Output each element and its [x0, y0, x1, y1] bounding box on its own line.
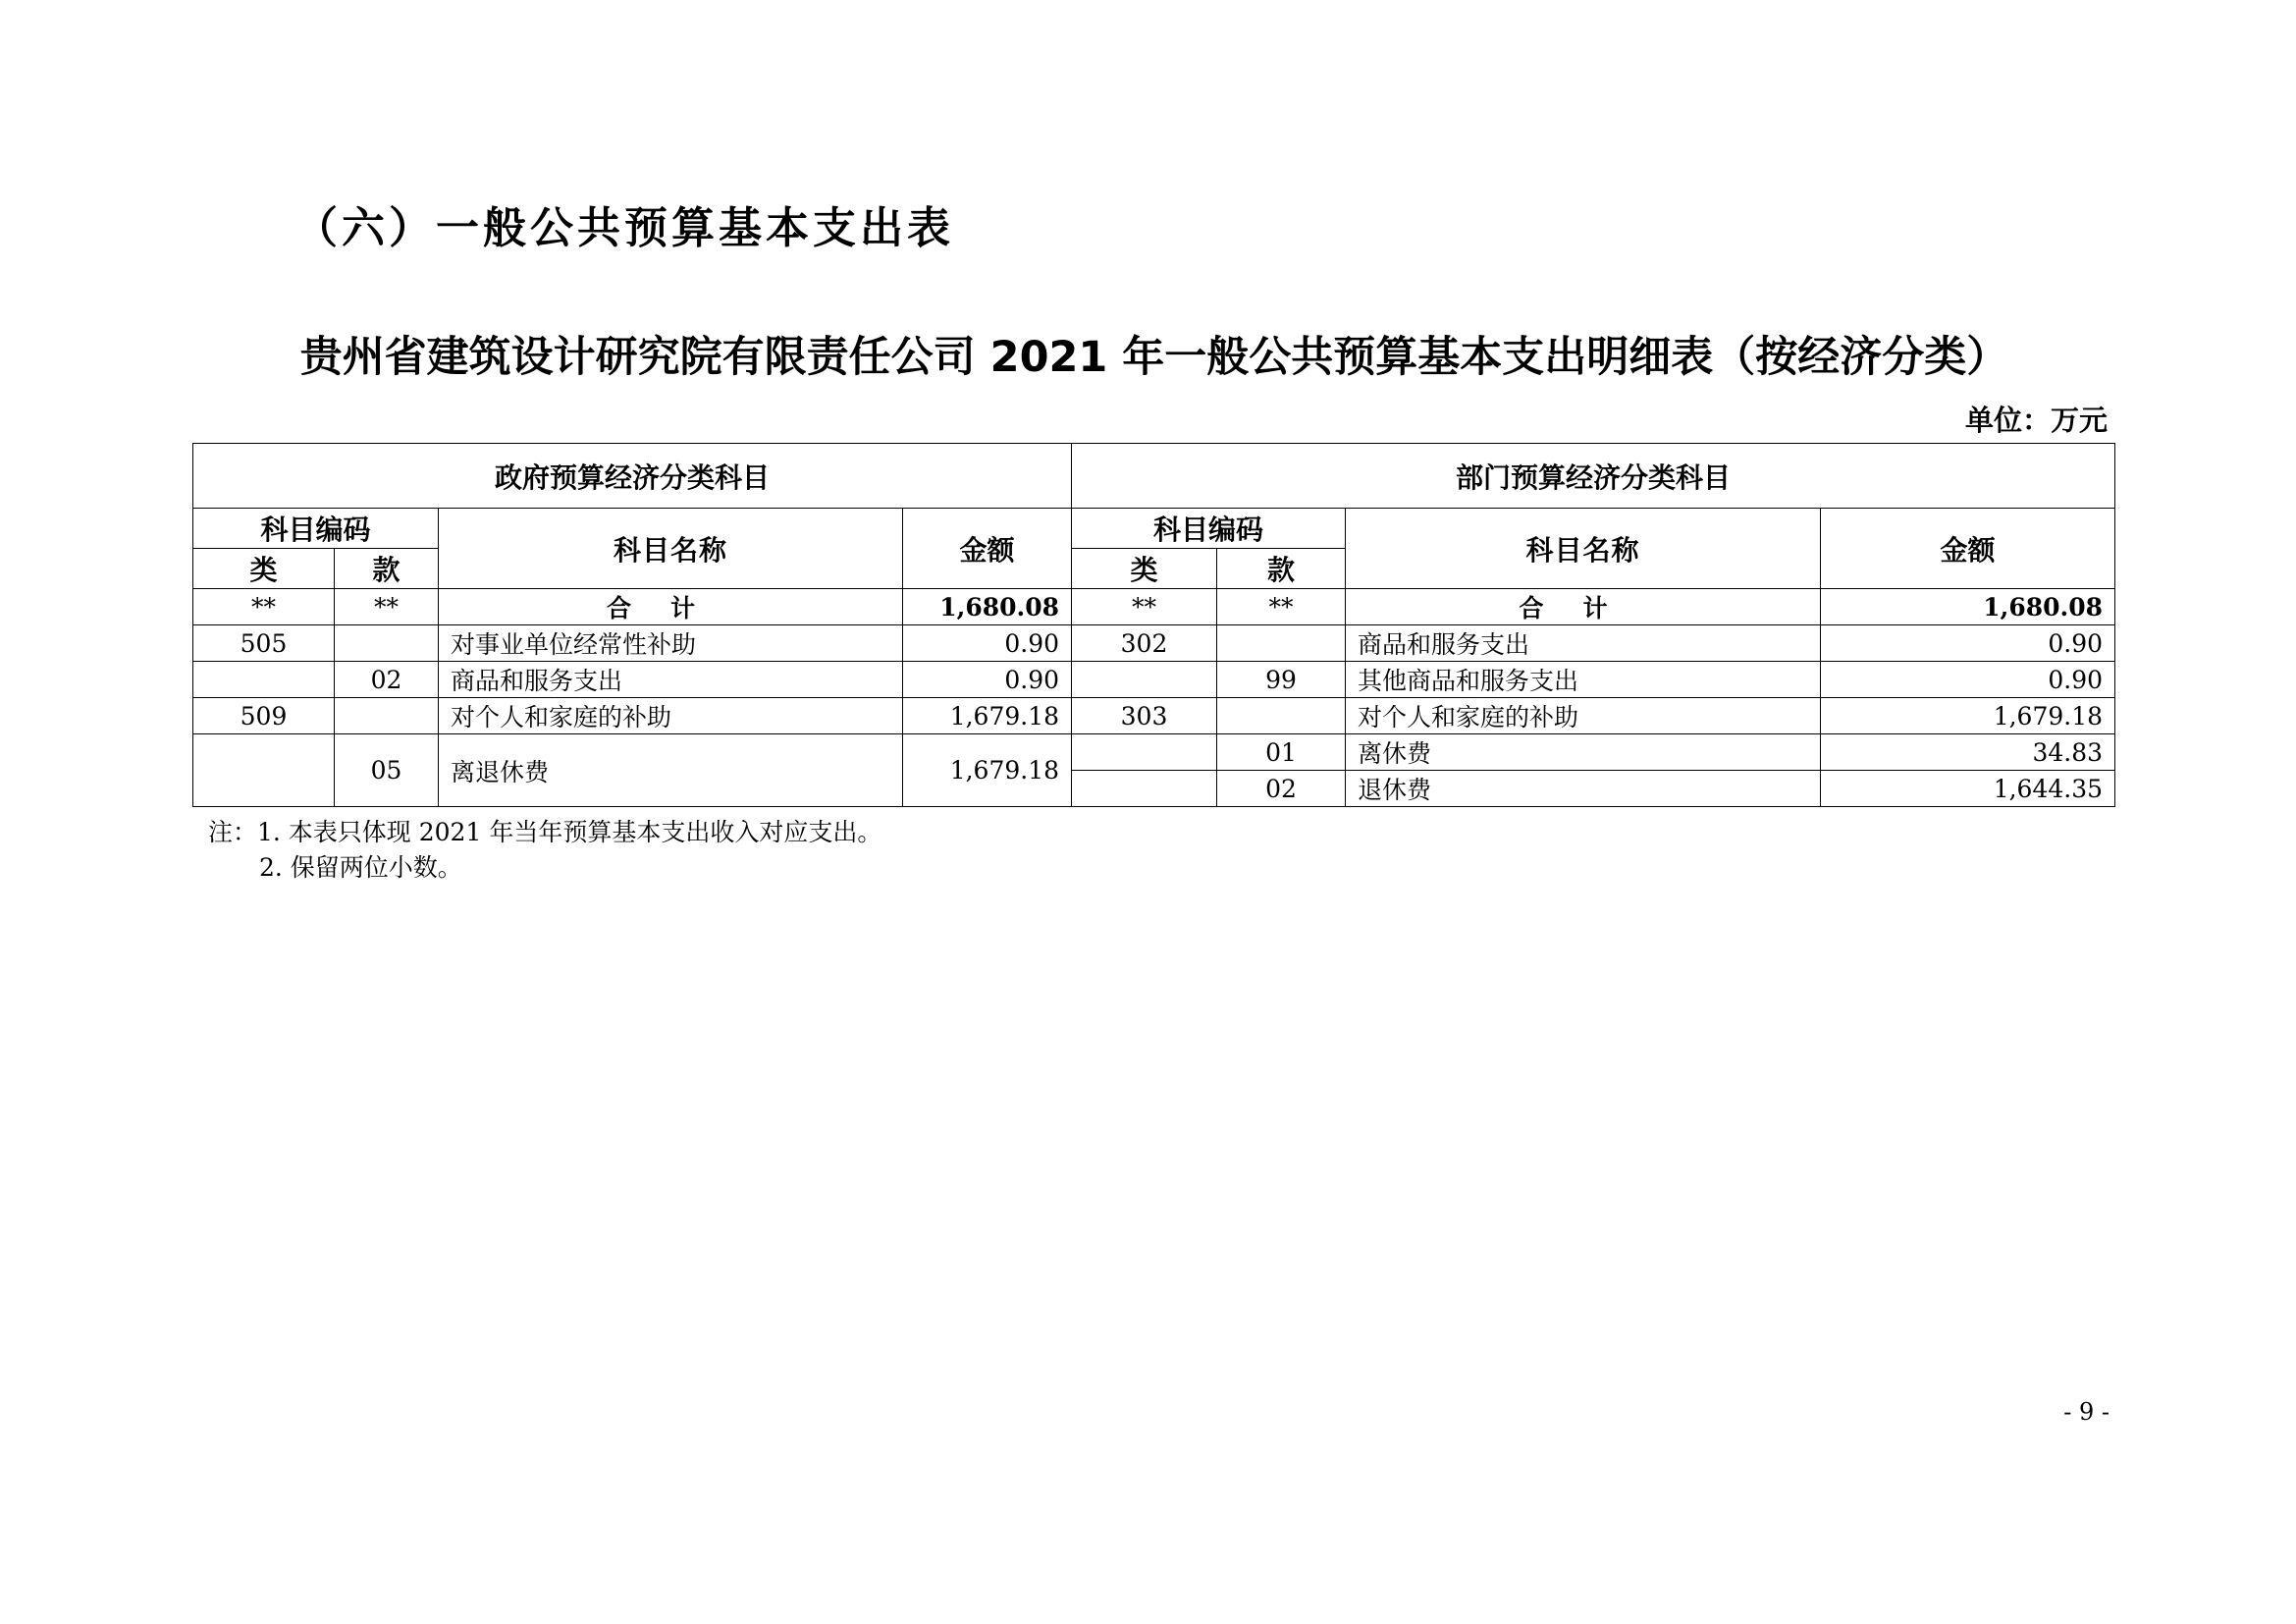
- dept-lei-cell: [1072, 771, 1217, 807]
- gov-lei-header: 类: [193, 549, 335, 589]
- table-row: [193, 625, 2115, 662]
- dept-amount-cell: 0.90: [1821, 625, 2115, 662]
- gov-code-header: 科目编码: [193, 509, 439, 549]
- table-row: [193, 734, 2115, 771]
- total-gov-lei: **: [193, 589, 335, 625]
- gov-amount-cell: 1,679.18: [903, 698, 1072, 734]
- gov-kuan-header: 款: [335, 549, 439, 589]
- section-heading: （六）一般公共预算基本支出表: [294, 203, 954, 253]
- gov-name-header: 科目名称: [439, 509, 903, 589]
- dept-kuan-cell: 99: [1217, 662, 1346, 698]
- gov-amount-cell: 0.90: [903, 662, 1072, 698]
- dept-amount-cell: 0.90: [1821, 662, 2115, 698]
- total-gov-kuan: **: [335, 589, 439, 625]
- dept-name-cell: 退休费: [1346, 771, 1821, 807]
- gov-name-cell: 对事业单位经常性补助: [439, 625, 903, 662]
- gov-kuan-cell: 05: [335, 734, 439, 807]
- dept-kuan-cell: [1217, 625, 1346, 662]
- header-row-groups: [193, 444, 2115, 509]
- table-row: [193, 698, 2115, 734]
- dept-amount-header: 金额: [1821, 509, 2115, 589]
- dept-kuan-cell: [1217, 698, 1346, 734]
- budget-table: [192, 443, 2115, 807]
- total-dept-amount: 1,680.08: [1821, 589, 2115, 625]
- dept-kuan-cell: 01: [1217, 734, 1346, 771]
- dept-amount-cell: 1,679.18: [1821, 698, 2115, 734]
- dept-name-header: 科目名称: [1346, 509, 1821, 589]
- dept-amount-cell: 1,644.35: [1821, 771, 2115, 807]
- total-dept-kuan: **: [1217, 589, 1346, 625]
- total-dept-lei: **: [1072, 589, 1217, 625]
- gov-lei-cell: [193, 734, 335, 807]
- gov-amount-header: 金额: [903, 509, 1072, 589]
- gov-lei-cell: 505: [193, 625, 335, 662]
- gov-name-cell: 商品和服务支出: [439, 662, 903, 698]
- gov-name-cell: 离退休费: [439, 734, 903, 807]
- gov-kuan-cell: [335, 698, 439, 734]
- gov-amount-cell: 0.90: [903, 625, 1072, 662]
- note-2: 2. 保留两位小数。: [259, 853, 462, 882]
- gov-name-cell: 对个人和家庭的补助: [439, 698, 903, 734]
- dept-name-cell: 离休费: [1346, 734, 1821, 771]
- table-title: 贵州省建筑设计研究院有限责任公司 2021 年一般公共预算基本支出明细表（按经济分类）: [299, 333, 2009, 382]
- page-number: - 9 -: [2063, 1398, 2109, 1426]
- total-gov-amount: 1,680.08: [903, 589, 1072, 625]
- dept-name-cell: 其他商品和服务支出: [1346, 662, 1821, 698]
- gov-amount-cell: 1,679.18: [903, 734, 1072, 807]
- dept-lei-cell: [1072, 662, 1217, 698]
- dept-lei-cell: [1072, 734, 1217, 771]
- dept-lei-cell: 303: [1072, 698, 1217, 734]
- header-row-code: [193, 509, 2115, 549]
- gov-lei-cell: 509: [193, 698, 335, 734]
- dept-name-cell: 对个人和家庭的补助: [1346, 698, 1821, 734]
- gov-kuan-cell: [335, 625, 439, 662]
- dept-group-header: 部门预算经济分类科目: [1072, 444, 2115, 509]
- table-notes: [208, 815, 881, 886]
- table-row: [193, 662, 2115, 698]
- dept-name-cell: 商品和服务支出: [1346, 625, 1821, 662]
- dept-code-header: 科目编码: [1072, 509, 1346, 549]
- note-1: 注：1. 本表只体现 2021 年当年预算基本支出收入对应支出。: [208, 818, 882, 846]
- gov-lei-cell: [193, 662, 335, 698]
- dept-amount-cell: 34.83: [1821, 734, 2115, 771]
- unit-label: 单位：万元: [1964, 404, 2108, 437]
- dept-lei-cell: 302: [1072, 625, 1217, 662]
- dept-kuan-cell: 02: [1217, 771, 1346, 807]
- dept-lei-header: 类: [1072, 549, 1217, 589]
- total-row: [193, 589, 2115, 625]
- gov-group-header: 政府预算经济分类科目: [193, 444, 1072, 509]
- total-dept-label: 合计: [1346, 589, 1821, 625]
- total-gov-label: 合计: [439, 589, 903, 625]
- gov-kuan-cell: 02: [335, 662, 439, 698]
- dept-kuan-header: 款: [1217, 549, 1346, 589]
